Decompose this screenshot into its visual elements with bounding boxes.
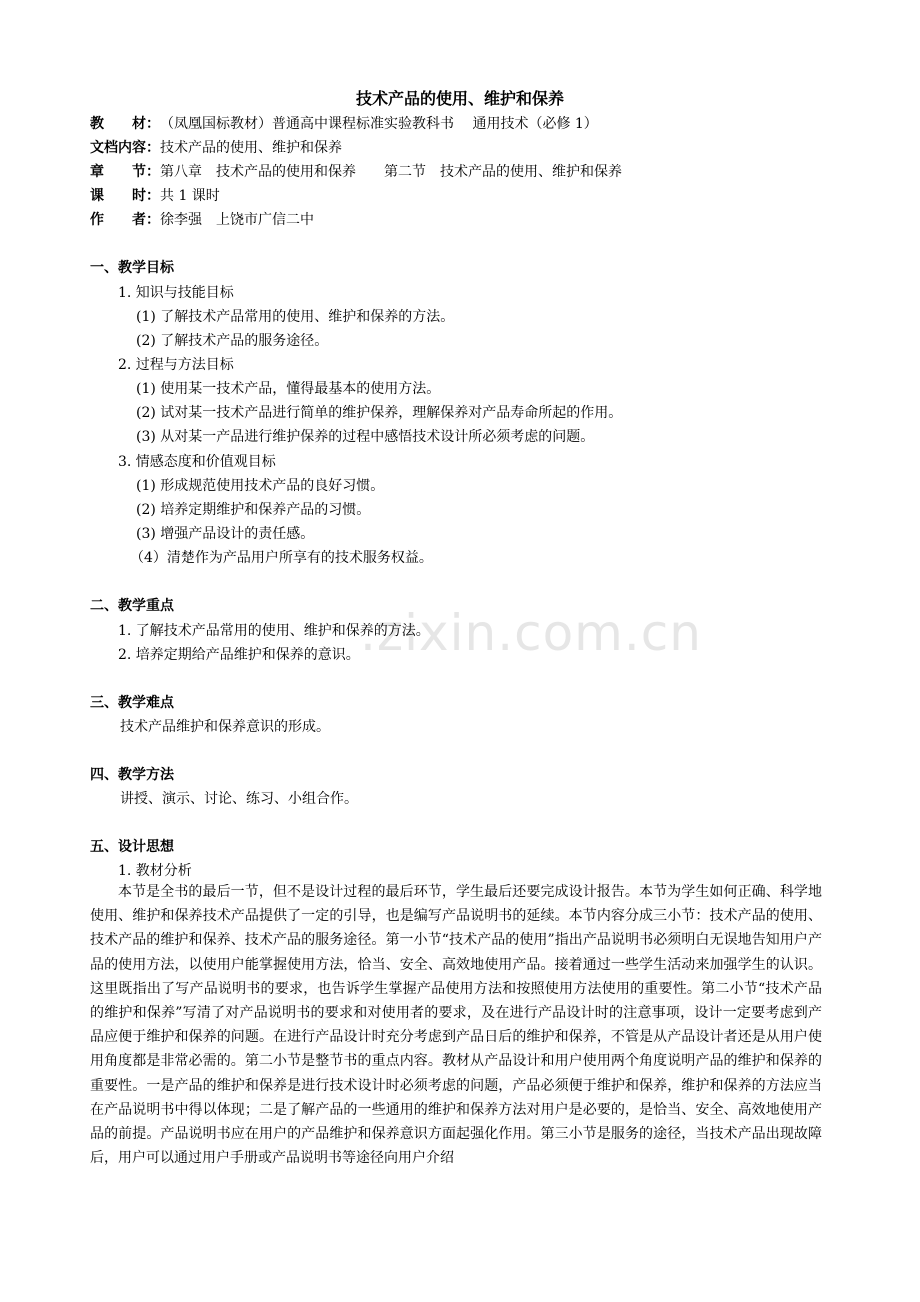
section-heading: 四、教学方法 [90, 767, 174, 783]
meta-author [90, 210, 314, 230]
meta-value: （凤凰国标教材）普通高中课程标准实验教科书 通用技术（必修 1） [160, 116, 598, 132]
subsection-title: 2. 过程与方法目标 [118, 357, 234, 373]
meta-label: 作 者： [90, 212, 160, 228]
meta-chapter [90, 162, 622, 182]
list-item: (2) 培养定期维护和保养产品的习惯。 [136, 502, 371, 518]
watermark: .zixin.com.cn [360, 604, 702, 662]
list-item: (1) 使用某一技术产品，懂得最基本的使用方法。 [136, 381, 441, 397]
list-item: 2. 培养定期给产品维护和保养的意识。 [118, 647, 360, 663]
document-title: 技术产品的使用、维护和保养 [355, 89, 564, 108]
list-item: (2) 了解技术产品的服务途径。 [136, 333, 329, 349]
subsection-title: 1. 知识与技能目标 [118, 285, 234, 301]
subsection-title: 1. 教材分析 [118, 863, 192, 879]
list-item: （4）清楚作为产品用户所享有的技术服务权益。 [130, 550, 433, 566]
list-item: (1) 了解技术产品常用的使用、维护和保养的方法。 [136, 309, 455, 325]
body-paragraph [90, 880, 822, 1170]
section-text: 技术产品维护和保养意识的形成。 [120, 719, 330, 735]
section-text: 讲授、演示、讨论、练习、小组合作。 [120, 791, 358, 807]
meta-value: 第八章 技术产品的使用和保养 第二节 技术产品的使用、维护和保养 [160, 164, 622, 180]
list-item: 1. 了解技术产品常用的使用、维护和保养的方法。 [118, 623, 430, 639]
subsection-title: 3. 情感态度和价值观目标 [118, 454, 276, 470]
meta-value: 共 1 课时 [160, 188, 220, 204]
meta-label: 文档内容： [90, 140, 160, 156]
paragraph-text: 本节是全书的最后一节，但不是设计过程的最后环节，学生最后还要完成设计报告。本节为学生如何正确、科学地使用、维护和保养技术产品提供了一定的引导，也是编写产品说明书的延续。本节内容分成三小节：技术产品的使用、技术产品的维护和保养、技术产品的服务途径。第一小节“技术产品的使用”指出产品说明书必须明白无误地告知用户产品的使用方法，以使用户能掌握使用方法，恰当、安全、高效地使用产品。接着通过一些学生活动来加强学生的认识。这里既指出了写产品说明书的要求，也告诉学生掌握产品使用方法和按照使用方法使用的重要性。第二小节“技术产品的维护和保养”写清了对产品说明书的要求和对使用者的要求，及在进行产品设计时的注意事项，设计一定要考虑到产品应便于维护和保养的问题。在进行产品设计时充分考虑到产品日后的维护和保养，不管是从产品设计者还是从用户使用角度都是非常必需的。第二小节是整节书的重点内容。教材从产品设计和用户使用两个角度说明产品的维护和保养的重要性。一是产品的维护和保养是进行技术设计时必须考虑的问题，产品必须便于维护和保养，维护和保养的方法应当在产品说明书中得以体现；二是了解产品的一些通用的维护和保养方法对用户是必要的，是恰当、安全、高效地使用产品的前提。产品说明书应在用户的产品维护和保养意识方面起强化作用。第三小节是服务的途径，当技术产品出现故障后，用户可以通过用户手册或产品说明书等途径向用户介绍 [90, 884, 822, 1167]
section-heading: 三、教学难点 [90, 695, 174, 711]
list-item: (2) 试对某一技术产品进行简单的维护保养，理解保养对产品寿命所起的作用。 [136, 405, 623, 421]
meta-hours [90, 186, 220, 206]
meta-label: 章 节： [90, 164, 160, 180]
list-item: (3) 增强产品设计的责任感。 [136, 526, 315, 542]
list-item: (3) 从对某一产品进行维护保养的过程中感悟技术设计所必须考虑的问题。 [136, 429, 595, 445]
meta-value: 徐李强 上饶市广信二中 [160, 212, 314, 228]
section-heading: 一、教学目标 [90, 260, 174, 276]
meta-label: 课 时： [90, 188, 160, 204]
meta-content [90, 138, 342, 158]
meta-textbook [90, 114, 598, 134]
meta-value: 技术产品的使用、维护和保养 [160, 140, 342, 156]
section-heading: 二、教学重点 [90, 598, 174, 614]
meta-label: 教 材： [90, 116, 160, 132]
section-heading: 五、设计思想 [90, 839, 174, 855]
list-item: (1) 形成规范使用技术产品的良好习惯。 [136, 478, 385, 494]
